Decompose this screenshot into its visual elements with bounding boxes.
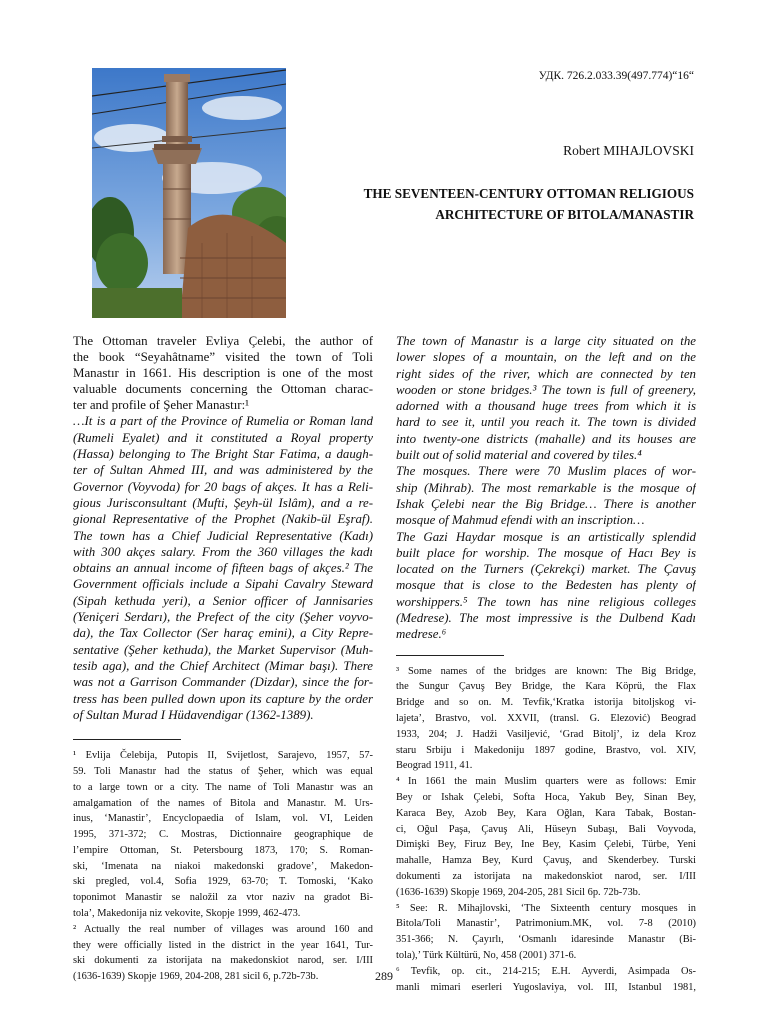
footnote-line: ski dokumenti za istorijata na makedonskiot narod, ser. I/III	[73, 955, 373, 967]
quote-line: medrese.⁶	[396, 627, 447, 642]
author-name: Robert MIHAJLOVSKI	[563, 143, 694, 158]
footnote-rule	[396, 655, 504, 656]
text-line: valuable documents concerning the Ottoman charac-	[73, 382, 373, 397]
footnote-line: lajeta’, Brastvo, vol. XXVII, (transl. G. Elezović) Beograd	[396, 713, 696, 725]
quote-line: da), the Tax Collector (Ser haraç emini), a City Repre-	[73, 626, 373, 641]
quote-line: tress has been pulled down upon its capture by the order	[73, 691, 373, 706]
text-line: the book “Seyahâtname” visited the town of Toli	[73, 350, 373, 365]
footnote-line: Dimişki Bey, Firuz Bey, Ine Bey, Kasim Çelebi, Türbe, Yeni	[396, 839, 696, 851]
quote-line: adorned with a thousand huge trees from which it is	[396, 399, 696, 414]
footnotes-right	[396, 664, 696, 996]
footnote-line: 1995, 371-372; C. Mostras, Dictionnaire geographique de	[73, 829, 373, 841]
quote-line: was not a Garrison Commander (Dizdar), since the for-	[73, 675, 373, 690]
minaret-photo	[92, 68, 286, 318]
right-column	[396, 333, 696, 995]
footnote-line: to a large town or a city. The name of Toli Manastır was an	[73, 781, 373, 793]
quote-line: right sides of the river, which are connected by ten	[396, 366, 696, 381]
quote-line: (Yeniçeri Serdarı), the Prefect of the city (Şeher voyvo-	[73, 610, 373, 625]
footnote-line: ski, ‘Imenata na niakoi makedonski gradove’, Makedon-	[73, 860, 373, 872]
quote-line: worshippers.⁵ The town has nine religious colleges	[396, 594, 696, 609]
quote-line: The town has a Chief Judicial Representative (Kadı)	[73, 528, 373, 543]
footnote-line: tola),’ Türk Kültürü, No, 458 (2001) 371-6.	[396, 949, 577, 961]
quote-line: located on the Turners (Çekrekçi) market. The Çavuş	[396, 562, 696, 577]
quote-line: The town of Manastır is a large city situated on the	[396, 334, 696, 348]
footnote-line: ² Actually the real number of villages was around 160 and	[73, 923, 373, 935]
footnote-line: ⁵ See: R. Mihajlovski, ‘The Sixteenth century mosques in	[396, 902, 696, 914]
quote-line: ter of Sultan Ahmed III, and was administered by the	[73, 463, 373, 478]
quote-line: of Sultan Murad I Hüdavendigar (1362-1389).	[73, 707, 314, 722]
quote-line: into twenty-one districts (mahalle) and its houses are	[396, 431, 696, 446]
text-line: ter and profile of Şeher Manastır:¹	[73, 398, 250, 413]
footnote-line: 351-366; N. Çayırlı, ‘Osmanlı idaresinde Manastır (Bi-	[396, 934, 696, 946]
footnote-line: Karaca Bey, Azob Bey, Kara Oğlan, Kara Tabak, Bostan-	[396, 807, 696, 819]
footnote-line: 1933, 204; J. Hadži Vasiljević, ‘Grad Bitolj’, iz dela Kroz	[396, 728, 696, 740]
udk-code: УДК. 726.2.033.39(497.774)“16“	[538, 70, 694, 82]
footnote-line: ¹ Evlija Čelebija, Putopis II, Svijetlost, Sarajevo, 1957, 57-	[73, 750, 373, 762]
quote-line: mosque that is close to the Bedesten has plenty of	[396, 578, 696, 593]
footnote-line: Bey or Ishak Çelebi, Softa Hoca, Yakub Bey, Sinan Bey,	[396, 792, 696, 804]
quote-line: hard to see it, until you reach it. The town is divided	[396, 415, 696, 430]
quote-line: ship (Mihrab). The most remarkable is the mosque of	[396, 480, 696, 495]
footnote-line: inus, ‘Manastir’, Encyclopaedia of Islam, vol. VI, Leiden	[73, 813, 373, 825]
footnote-line: 59. Toli Manastır had the status of Şeher, which was equal	[73, 765, 373, 777]
footnote-line: (1636-1639) Skopje 1969, 204-208, 281 sicil 6, p.72b-73b.	[73, 971, 319, 983]
quote-line: mosque of Mahmud efendi with an inscription…	[396, 513, 645, 528]
quote-line: (Medrese). The most impressive is the Dulbend Kadı	[396, 611, 696, 626]
quote-line: built out of solid material and covered by tiles.⁴	[396, 448, 642, 463]
footnote-line: ski pregled, vol.4, Sofia 1929, 63-70; T. Tomoski, ‘Kako	[73, 876, 373, 888]
text-line: Manastır in 1661. His description is one of the most	[73, 366, 373, 381]
page-number: 289	[375, 969, 393, 983]
footnote-line: (1636-1639) Skopje 1969, 204-205, 281 Sicil 6p. 72b-73b.	[396, 886, 641, 898]
travel-quote-left	[73, 413, 373, 723]
footnote-line: ⁶ Tevfik, op. cit., 214-215; E.H. Ayverdi, Asimpada Os-	[396, 965, 696, 977]
footnote-line: ³ Some names of the bridges are known: The Big Bridge,	[396, 665, 696, 677]
title-line: ARCHITECTURE OF BITOLA/MANASTIR	[435, 207, 694, 222]
footnote-line: staru Srbiju i Makedoniju 1897 godine, Brastvo, vol. XIV,	[396, 744, 696, 756]
quote-line: Ishak Çelebi near the Big Bridge… There is another	[396, 496, 696, 511]
quote-line: The Gazi Haydar mosque is an artistically splendid	[396, 529, 696, 544]
footnote-line: ⁴ In 1661 the main Muslim quarters were as follows: Emir	[396, 776, 696, 788]
title-line: THE SEVENTEEN-CENTURY OTTOMAN RELIGIOUS	[363, 186, 694, 201]
footnote-line: tola’, Makedonija niz vekovite, Skopje 1999, 462-473.	[73, 908, 301, 920]
footnote-line: the Sungur Çavuş Bey Bridge, the Kara Köprü, the Flax	[396, 681, 696, 693]
footnote-line: Bridge and so on. M. Tevfik,‘Kratka istorija bitoljskog vi-	[396, 697, 696, 709]
intro-paragraph	[73, 333, 373, 413]
quote-line: (Hassa) belonging to The Bright Star Fatima, a daugh-	[73, 447, 373, 462]
quote-line: The mosques. There were 70 Muslim places of wor-	[396, 464, 696, 479]
footnote-line: Bitola/Toli Manastir’, Patrimonium.MK, vol. 7-8 (2010)	[396, 918, 696, 930]
footnotes-left	[73, 748, 373, 985]
quote-line: …It is a part of the Province of Rumelia or Roman land	[73, 414, 373, 429]
quote-line: with 300 akçes salary. From the 360 villages the kadı	[73, 544, 373, 559]
quote-line: (Sipah kethuda yeri), a Senior officer of Jannisaries	[73, 593, 373, 608]
footnote-line: dokumenti za istorijata na makedonskiot narod, ser. I/III	[396, 871, 696, 882]
footnote-line: ci, Oğul Paşa, Çavuş Ali, Hüseyn Subaşı, Bali Voyvoda,	[396, 823, 696, 835]
quote-line: tesib aga), and the Chief Architect (Mimar başı). There	[73, 658, 373, 673]
quote-line: gional Representative of the Prophet (Nakib-ül Eşraf).	[73, 512, 373, 527]
travel-quote-right	[396, 333, 696, 643]
footnote-line: they were officially listed in the district in the year 1641, Tur-	[73, 939, 373, 951]
text-line: The Ottoman traveler Evliya Çelebi, the author of	[73, 334, 373, 348]
quote-line: Governor (Voyvoda) for 20 bags of akçes. It has a Reli-	[73, 479, 373, 494]
quote-line: Government officials include a Sipahi Cavalry Steward	[73, 577, 373, 592]
footnote-line: toponimot Manastir se naložil za vtor naziv na gradot Bi-	[73, 892, 373, 904]
quote-line: built place for worship. The mosque of Hacı Bey is	[396, 545, 696, 560]
footnote-line: mahalle, Hamza Bey, Kurd Çavuş, and Skenderbey. Turski	[396, 855, 696, 867]
footnote-line: manli mimari eserleri Yugoslaviya, vol. III, Istanbul 1981,	[396, 981, 696, 993]
footnote-line: amalgamation of the names of Bitola and Manastır. M. Urs-	[73, 797, 373, 809]
quote-line: wooden or stone bridges.³ The town is full of greenery,	[396, 382, 696, 397]
quote-line: gious Jurisconsultant (Mufti, Şeyh-ül Islâm), and a re-	[73, 495, 373, 510]
quote-line: sentative (Şeher kethuda), the Market Supervisor (Muh-	[73, 642, 373, 657]
footnote-rule	[73, 739, 181, 740]
article-title	[274, 183, 694, 225]
footnote-line: Beograd 1911, 41.	[396, 760, 473, 772]
quote-line: obtains an annual income of fifteen bags of akçes.² The	[73, 561, 373, 576]
quote-line: (Rumeli Eyalet) and it constituted a Royal property	[73, 430, 373, 445]
left-column	[73, 333, 373, 985]
footnote-line: l’empire Ottoman, St. Petersbourg 1873, 170; S. Roman-	[73, 844, 373, 856]
quote-line: lower slopes of a mountain, on the left and on the	[396, 350, 696, 365]
